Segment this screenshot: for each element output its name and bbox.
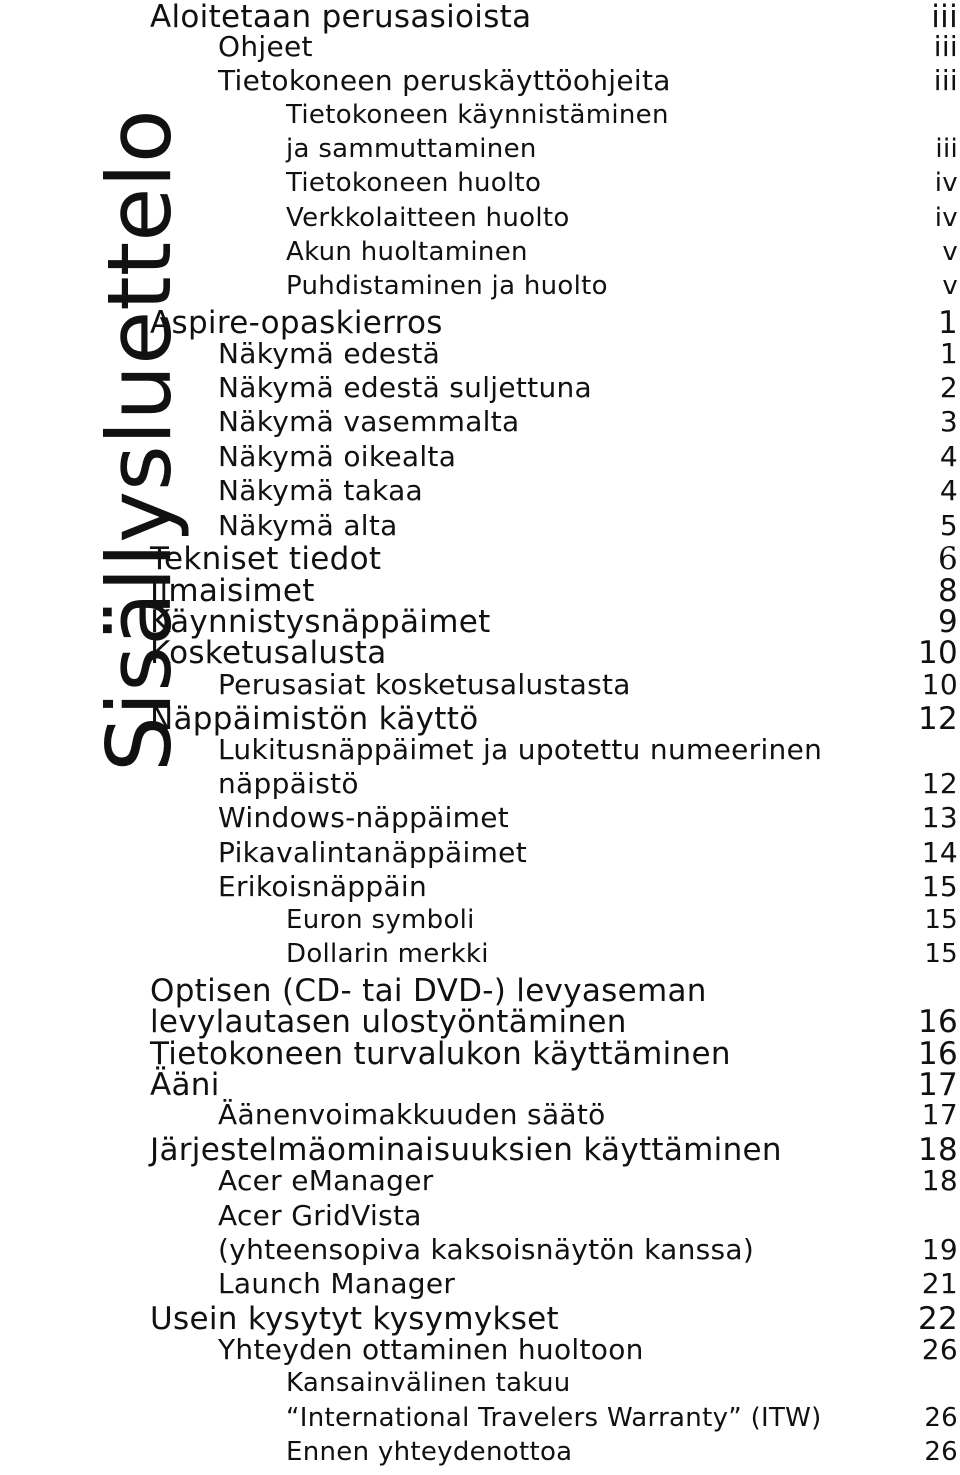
toc-entry[interactable] (0, 205, 960, 241)
toc-entry-label: Aloitetaan perusasioista (150, 0, 532, 35)
toc-entry[interactable] (0, 1333, 960, 1372)
toc-entry-page: 3 (939, 405, 958, 438)
toc-entry-label: Erikoisnäppäin (218, 870, 428, 903)
toc-entry-label: Acer GridVista (218, 1199, 422, 1232)
toc-entry-label: “International Travelers Warranty” (ITW) (286, 1403, 822, 1433)
toc-entry-label: levylautasen ulostyöntäminen (150, 1004, 627, 1040)
toc-entry-label: Launch Manager (218, 1267, 456, 1300)
toc-entry-page: 21 (921, 1267, 958, 1300)
toc-entry-page: iv (934, 168, 958, 198)
toc-entry-page: 9 (937, 604, 958, 640)
toc-entry-label: Euron symboli (286, 905, 475, 935)
toc-entry[interactable] (0, 801, 960, 840)
toc-entry-label: Näkymä alta (218, 509, 398, 542)
toc-entry-label: ja sammuttaminen (286, 134, 537, 164)
toc-entry-label: Optisen (CD- tai DVD-) levyaseman (150, 973, 707, 1009)
toc-entry-label: Ennen yhteydenottoa (286, 1437, 573, 1467)
toc-entry-label: näppäistö (218, 767, 359, 800)
toc-entry-label: Aspire-opaskierros (150, 305, 443, 341)
toc-entry-page: iii (931, 0, 958, 35)
toc-entry-page: 15 (921, 870, 958, 903)
toc-entry-label: Tietokoneen turvalukon käyttäminen (150, 1036, 731, 1072)
toc-entry[interactable] (0, 907, 960, 943)
toc-entry-page: iii (935, 134, 958, 164)
toc-entry-label: Äänenvoimakkuuden säätö (218, 1098, 606, 1131)
toc-entry[interactable] (0, 405, 960, 444)
toc-entry-page: 15 (924, 905, 958, 935)
toc-entry[interactable] (0, 1132, 960, 1171)
toc-entry-label: Tekniset tiedot (150, 541, 382, 577)
toc-entry[interactable] (0, 733, 960, 772)
toc-entry-label: Tietokoneen käynnistäminen (286, 100, 669, 130)
toc-entry-page: 1 (939, 337, 958, 370)
toc-entry[interactable] (0, 941, 960, 977)
toc-entry[interactable] (0, 440, 960, 479)
toc-entry-label: Perusasiat kosketusalustasta (218, 668, 631, 701)
toc-entry-page: 17 (921, 1098, 958, 1131)
toc-entry[interactable] (0, 170, 960, 206)
toc-entry-page: 2 (939, 371, 958, 404)
toc-entry-label: Windows-näppäimet (218, 801, 510, 834)
toc-entry[interactable] (0, 836, 960, 875)
toc-entry[interactable] (0, 305, 960, 344)
toc-entry-label: Ääni (150, 1067, 220, 1103)
toc-entry-page: 26 (924, 1437, 958, 1467)
toc-entry[interactable] (0, 1233, 960, 1272)
toc-entry[interactable] (0, 136, 960, 172)
toc-entry-page: 19 (921, 1233, 958, 1266)
toc-entry-label: Dollarin merkki (286, 939, 489, 969)
toc-entry-page: iv (934, 203, 958, 233)
toc-entry-page: 6 (937, 541, 958, 577)
toc-entry[interactable] (0, 509, 960, 548)
toc-entry-page: 4 (939, 474, 958, 507)
toc-entry-label: Acer eManager (218, 1164, 434, 1197)
toc-entry-page: 10 (921, 668, 958, 701)
toc-entry-label: (yhteensopiva kaksoisnäytön kanssa) (218, 1233, 755, 1266)
toc-entry[interactable] (0, 64, 960, 103)
toc-entry[interactable] (0, 1164, 960, 1203)
toc-entry[interactable] (0, 870, 960, 909)
toc-entry[interactable] (0, 668, 960, 707)
toc-entry-page: 26 (924, 1403, 958, 1433)
toc-entry-page: 10 (917, 635, 958, 671)
toc-entry-label: Yhteyden ottaminen huoltoon (218, 1333, 644, 1366)
side-title-text: Sisällysluettelo (88, 109, 191, 772)
toc-entry[interactable] (0, 273, 960, 309)
toc-entry-label: Puhdistaminen ja huolto (286, 271, 608, 301)
toc-entry-label: Näkymä vasemmalta (218, 405, 520, 438)
toc-entry-page: 14 (921, 836, 958, 869)
toc-entry-label: Usein kysytyt kysymykset (150, 1301, 559, 1337)
toc-entry-page: 15 (924, 939, 958, 969)
toc-entry-label: Näkymä takaa (218, 474, 424, 507)
toc-entry-label: Lukitusnäppäimet ja upotettu numeerinen (218, 733, 823, 766)
toc-entry[interactable] (0, 474, 960, 513)
toc-entry[interactable] (0, 239, 960, 275)
toc-entry-page: 1 (937, 305, 958, 341)
toc-entry-page: v (942, 271, 958, 301)
toc-entry-label: Ohjeet (218, 30, 313, 63)
toc-entry[interactable] (0, 1370, 960, 1406)
toc-entry[interactable] (0, 102, 960, 138)
toc-entry-page: 17 (917, 1067, 958, 1103)
toc-entry-page: 13 (921, 801, 958, 834)
toc-entry-label: Kosketusalusta (150, 635, 387, 671)
toc-entry-label: Akun huoltaminen (286, 237, 528, 267)
toc-entry-label: Käynnistysnäppäimet (150, 604, 491, 640)
toc-entry-label: Kansainvälinen takuu (286, 1368, 571, 1398)
toc-entry-page: 26 (921, 1333, 958, 1366)
toc-entry-label: Tietokoneen peruskäyttöohjeita (218, 64, 671, 97)
toc-entry[interactable] (0, 541, 960, 580)
toc-entry-label: Näkymä edestä suljettuna (218, 371, 593, 404)
toc-entry-page: iii (933, 30, 958, 63)
toc-entry-label: Näppäimistön käyttö (150, 701, 479, 737)
toc-entry-page: iii (933, 64, 958, 97)
toc-entry-page: v (942, 237, 958, 267)
toc-entry-page: 12 (921, 767, 958, 800)
toc-entry-page: 5 (939, 509, 958, 542)
toc-entry-page: 18 (917, 1132, 958, 1168)
toc-entry-page: 8 (937, 573, 958, 609)
toc-entry-page: 22 (917, 1301, 958, 1337)
toc-entry-page: 4 (939, 440, 958, 473)
toc-entry-page: 12 (917, 701, 958, 737)
toc-entry[interactable] (0, 1405, 960, 1441)
toc-entry-label: Verkkolaitteen huolto (286, 203, 570, 233)
toc-entry-label: Ilmaisimet (150, 573, 315, 609)
toc-entry-label: Näkymä oikealta (218, 440, 457, 473)
toc-entry-label: Tietokoneen huolto (286, 168, 542, 198)
toc-entry-page: 18 (921, 1164, 958, 1197)
toc-entry-page: 16 (917, 1036, 958, 1072)
toc-entry-label: Järjestelmäominaisuuksien käyttäminen (150, 1132, 782, 1168)
toc-entry-label: Näkymä edestä (218, 337, 441, 370)
toc-entry-page: 16 (917, 1004, 958, 1040)
toc-entry-label: Pikavalintanäppäimet (218, 836, 527, 869)
